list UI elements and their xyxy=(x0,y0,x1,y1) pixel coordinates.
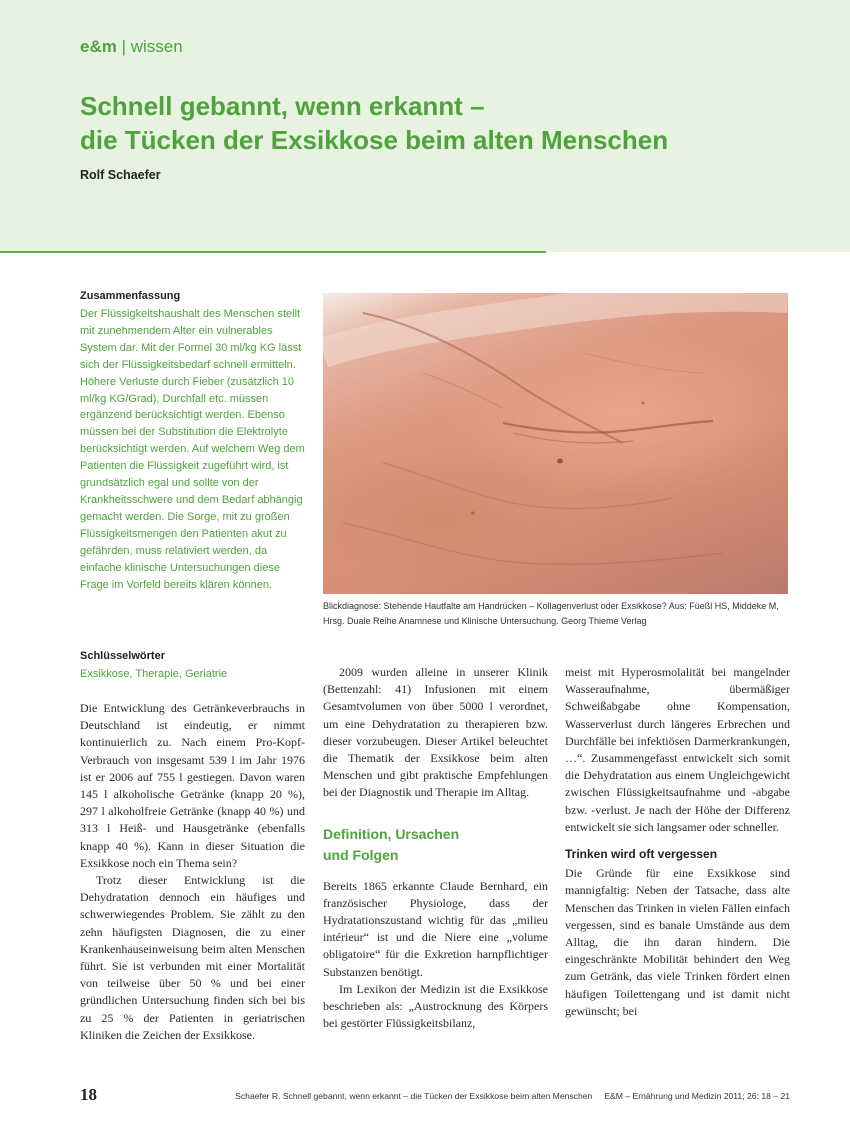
page-number: 18 xyxy=(80,1085,97,1104)
title-line-2: die Tücken der Exsikkose beim alten Menschen xyxy=(80,125,669,155)
section-heading-drinking: Trinken wird oft vergessen xyxy=(565,847,718,862)
heading-line-1: Definition, Ursachen xyxy=(323,825,460,842)
paragraph: 2009 wurden alleine in unserer Klinik (Bettenzahl: 41) Infusionen mit einem Gesamtvolumen von über 5000 l verordnet, um eine Dehydratation zu therapieren bzw. dieser vorzubeugen. Dieser Artikel beleuchtet die Thematik der Exsikkose beim alten Menschen und gibt praktische Empfehlungen bei der Diagnostik und Therapie im Alltag. xyxy=(323,665,548,800)
section-heading-definition xyxy=(323,824,548,866)
paragraph: Die Entwicklung des Getränkeverbrauchs in Deutschland ist eindeutig, er nimmt kontinuierlich zu. Nach einem Pro-Kopf-Verbrauch von insgesamt 539 l im Jahr 1976 ist er 2006 auf 755 l gestiegen. Davon waren 145 l alkoholische Getränke (knapp 20 %), 297 l alkoholfreie Getränke (knapp 40 %) und 313 l Heiß- und Hausgetränke (ebenfalls knapp 40 %). Kann in dieser Situation die Exsikkose noch ein Thema sein? xyxy=(80,701,305,870)
header-divider xyxy=(0,251,546,253)
paragraph: meist mit Hyperosmolalität bei mangelnder Wasseraufnahme, übermäßiger Schweißabgabe ohne Kompensation, Wasserverlust durch längeres Erbrechen und Durchfälle bei infektiösen Darmerkrankungen, …“. Zusammengefasst entwickelt sich somit die Dehydratation aus einem Ungleichgewicht zwischen Flüssigkeitsaufnahme und -abgabe bzw. -verlust. Je nach der Höhe der Differenz entwickelt sie sich langsamer oder schneller. xyxy=(565,665,790,834)
section-label xyxy=(80,37,183,57)
body-column-2 xyxy=(323,664,548,1032)
body-column-3 xyxy=(565,664,790,1020)
footer-citation xyxy=(235,1091,790,1101)
skin-fold-photo xyxy=(323,293,788,594)
citation-text: Schaefer R. Schnell gebannt, wenn erkannt – die Tücken der Exsikkose beim alten Menschen xyxy=(235,1091,593,1101)
heading-line-2: und Folgen xyxy=(323,846,399,863)
paragraph: Bereits 1865 erkannte Claude Bernhard, ein französischer Physiologe, dass der Hydratationszustand wichtig für das „milieu intérieur“ ist und die Niere eine „volume obligatoire“ für die Exkretion harnpflichtiger Substanzen benötigt. xyxy=(323,878,548,979)
keywords-heading: Schlüsselwörter xyxy=(80,650,165,662)
keywords-text: Exsikkose, Therapie, Geriatrie xyxy=(80,668,228,680)
keywords xyxy=(80,650,308,683)
journal-reference: E&M – Ernährung und Medizin 2011; 26: 18 – 21 xyxy=(604,1091,790,1101)
figure-caption: Blickdiagnose: Stehende Hautfalte am Handrücken – Kollagenverlust oder Exsikkose? Aus: Füeßl HS, Middeke M, Hrsg. Duale Reihe Anamnese und Klinische Untersuchung. Georg Thieme Verlag xyxy=(323,601,779,626)
abstract-heading: Zusammenfassung xyxy=(80,290,181,302)
body-column-1 xyxy=(80,700,305,1044)
section-name: wissen xyxy=(130,37,183,56)
paragraph: Die Gründe für eine Exsikkose sind mannigfaltig: Neben der Tatsache, dass alte Menschen das Trinken in vielen Fällen einfach vergessen, sind es banale Umstände aus dem Alltag, die ihn daran hindern. Die eingeschränkte Mobilität behindert den Weg zum Getränk, das viele Trinken fördert einen häufigen Toilettengang und ist damit nicht gewünscht; bei xyxy=(565,866,790,1018)
author: Rolf Schaefer xyxy=(80,168,161,182)
brand-name: e&m xyxy=(80,37,117,56)
abstract-text: Der Flüssigkeitshaushalt des Menschen stellt mit zunehmendem Alter ein vulnerables System dar. Mit der Formel 30 ml/kg KG lässt sich der Flüssigkeitsbedarf schnell ermitteln. Höhere Verluste durch Fieber (zusätzlich 10 ml/kg KG/Grad), Durchfall etc. müssen ergänzend berücksichtigt werden. Ebenso müssen bei der Substitution die Elektrolyte berücksichtigt werden. Auf welchem Weg dem Patienten die Flüssigkeit zugeführt wird, ist grundsätzlich egal und sollte von der Krankheitsschwere und dem Bedarf abhängig gemacht werden. Die Sorge, mit zu großen Flüssigkeitsmengen den Patienten akut zu gefährden, muss relativiert werden, da einfache klinische Untersuchungen diese Frage im Vorfeld bereits klären können. xyxy=(80,308,305,591)
brand-separator: | xyxy=(121,37,127,56)
article-title xyxy=(80,89,780,157)
abstract xyxy=(80,290,308,593)
skin-texture-illustration xyxy=(323,293,788,594)
paragraph: Im Lexikon der Medizin ist die Exsikkose beschrieben als: „Austrocknung des Körpers bei gestörter Flüssigkeitsbilanz, xyxy=(323,981,548,1031)
paragraph: Trotz dieser Entwicklung ist die Dehydratation dennoch ein häufiges und schwerwiegendes Problem. Sie zählt zu den zehn häufigsten Diagnosen, die zu einer Krankenhauseinweisung beim alten Menschen führt. Sie ist verbunden mit einer Mortalität von teilweise über 50 % und bei einer gründlichen Untersuchung finden sich bei bis zu 25 % der Patienten in geriatrischen Kliniken die Zeichen der Exsikkose. xyxy=(80,873,305,1042)
title-line-1: Schnell gebannt, wenn erkannt – xyxy=(80,91,485,121)
